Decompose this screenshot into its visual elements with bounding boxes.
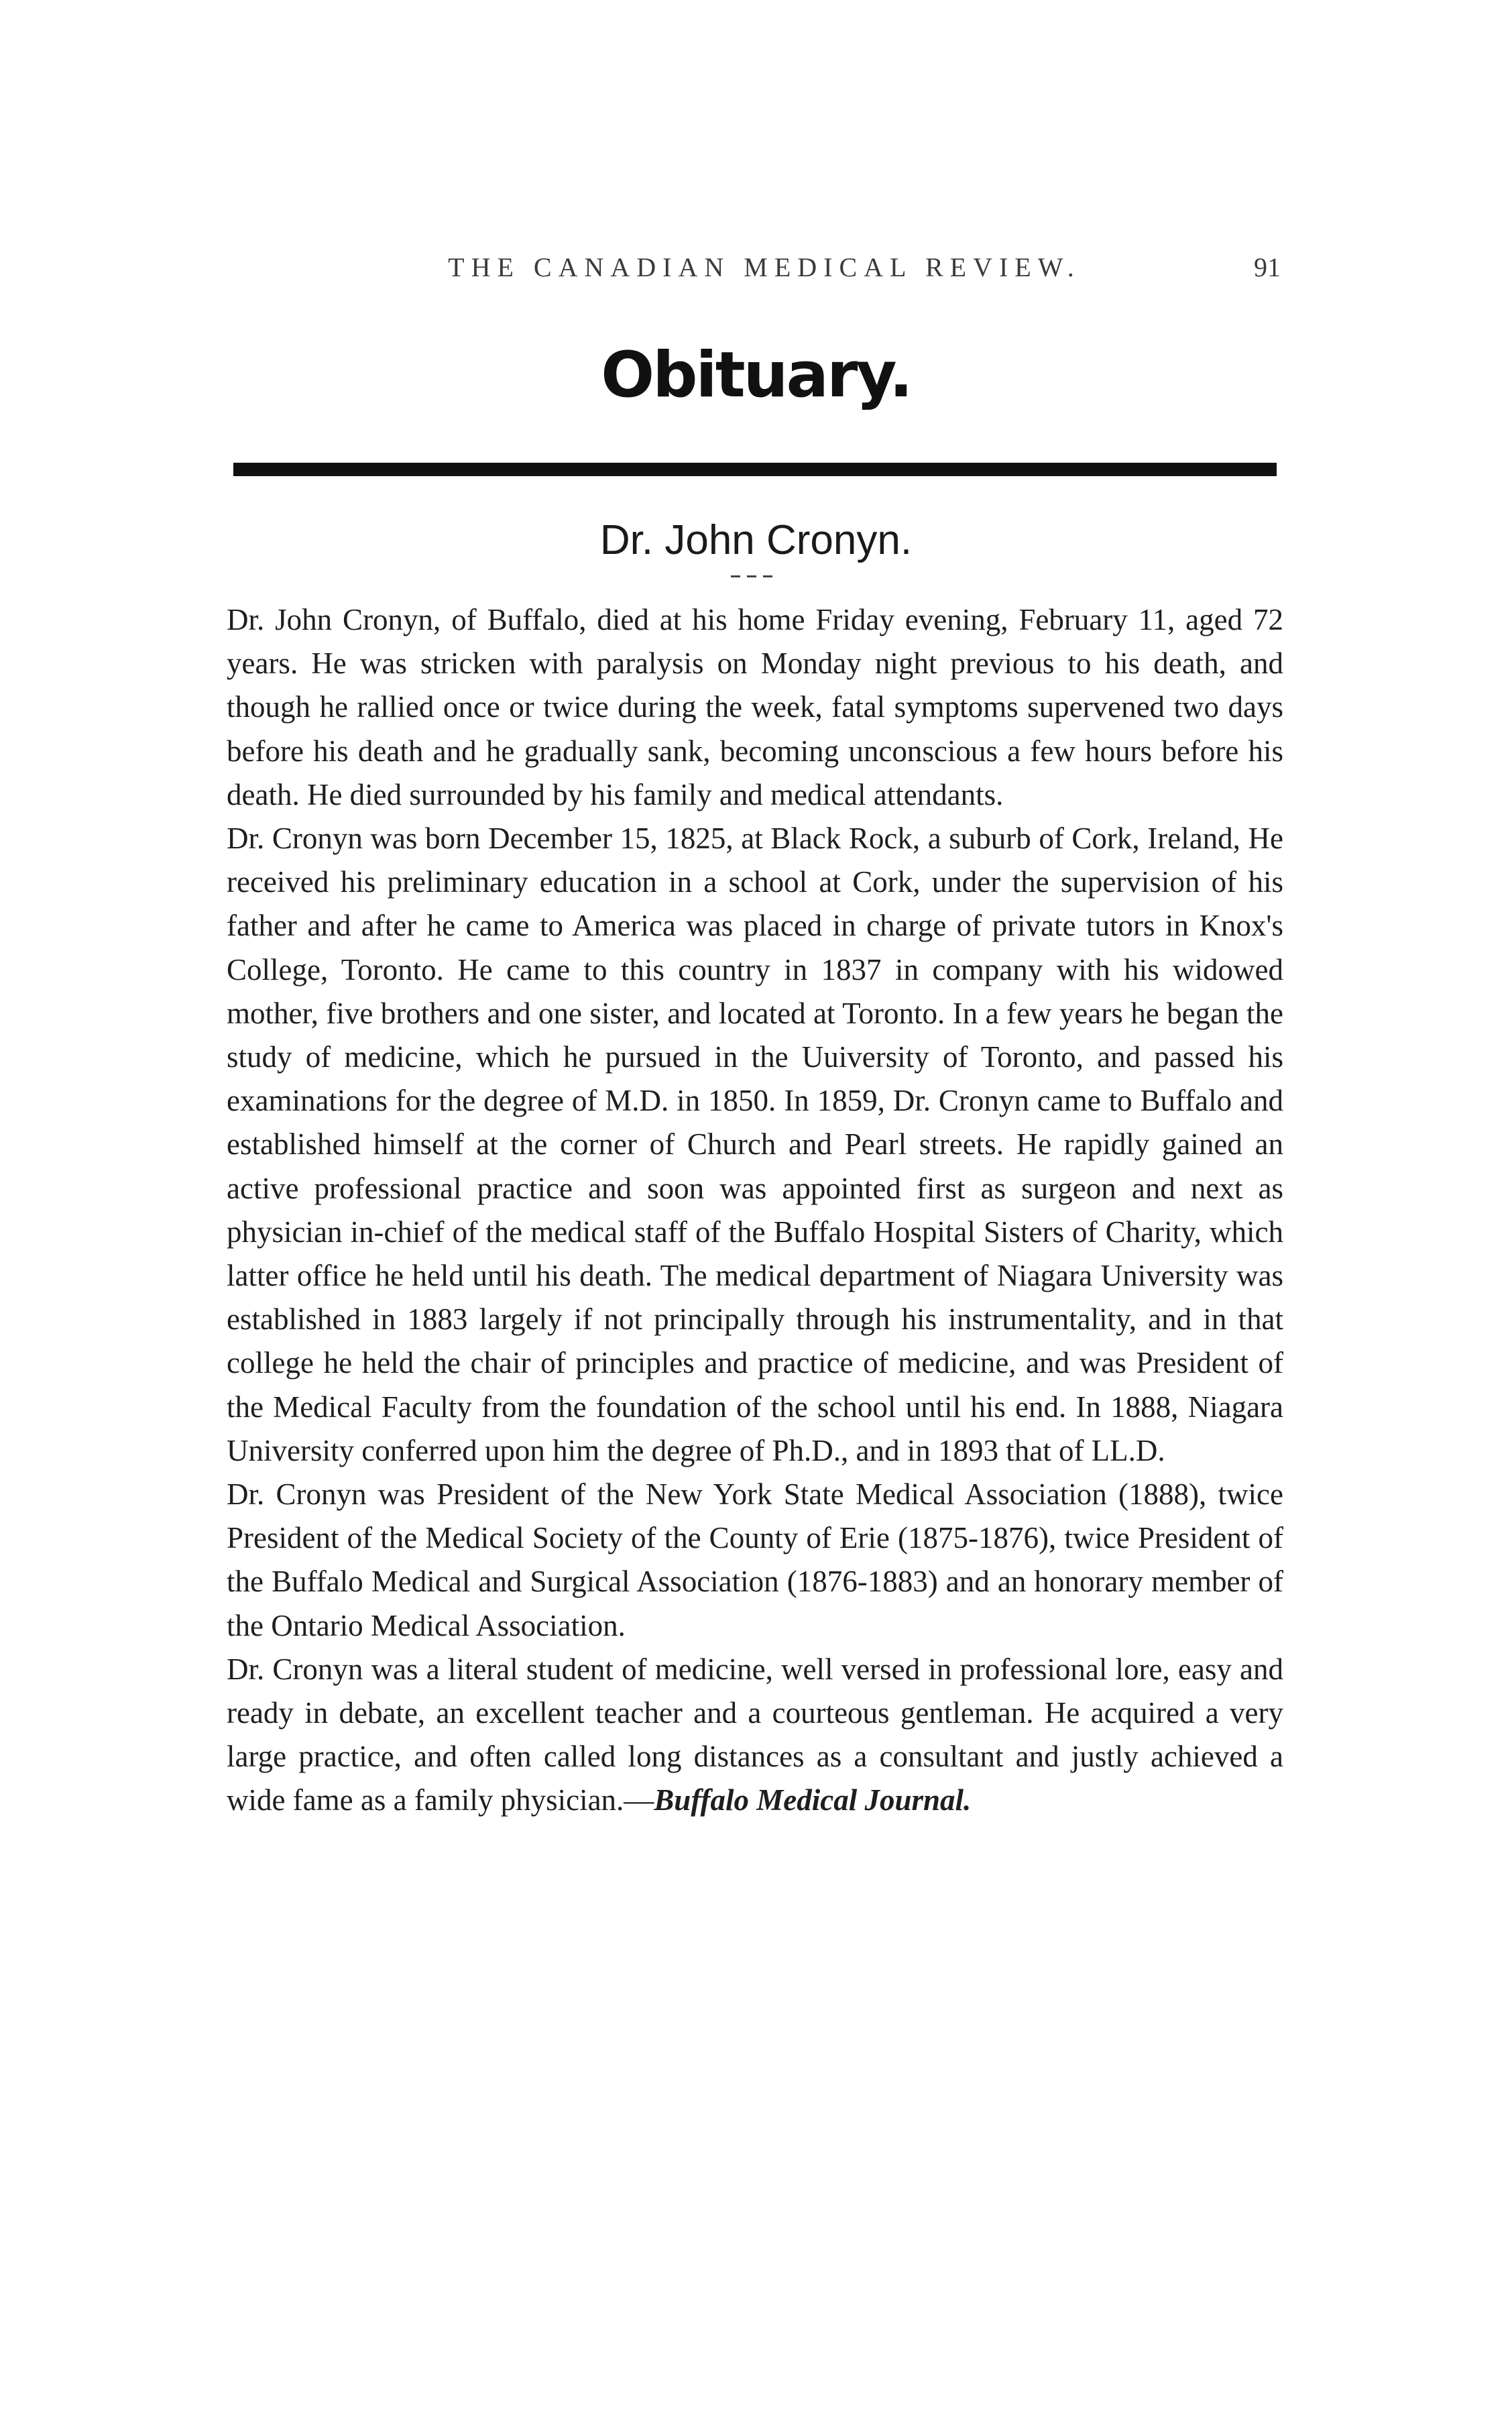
title-dash-divider	[731, 575, 778, 577]
article-title: Dr. John Cronyn.	[599, 517, 913, 563]
paragraph-2: Dr. Cronyn was born December 15, 1825, at Black Rock, a suburb of Cork, Ireland, He received his preliminary education in a school at Cork, under the supervision of his father and after he came to America was placed in charge of private tutors in Knox's College, Toronto. He came to this country in 1837 in company with his widowed mother, five brothers and one sister, and located at Toronto. In a few years he began the study of medicine, which he pursued in the Uuiversity of Toronto, and passed his examinations for the degree of M.D. in 1850. In 1859, Dr. Cronyn came to Buffalo and established himself at the corner of Church and Pearl streets. He rapidly gained an active professional practice and soon was appointed first as surgeon and next as physician in-chief of the medical staff of the Buffalo Hospital Sisters of Charity, which latter office he held until his death. The medical department of Niagara University was established in 1883 largely if not principally through his instrumentality, and in that college he held the chair of principles and practice of medicine, and was President of the Medical Faculty from the foundation of the school until his end. In 1888, Niagara University conferred upon him the degree of Ph.D., and in 1893 that of LL.D.	[227, 822, 1283, 1467]
paragraph-1: Dr. John Cronyn, of Buffalo, died at his home Friday evening, February 11, aged 72 years. He was stricken with paralysis on Monday night previous to his death, and though he rallied once or twice during the week, fatal symptoms supervened two days before his death and he gradually sank, becoming unconscious a few hours before his death. He died surrounded by his family and medical attendants.	[227, 603, 1283, 811]
article-body	[227, 598, 1283, 1823]
heading-rule	[233, 463, 1277, 476]
running-head	[268, 251, 1281, 292]
source-citation: Buffalo Medical Journal.	[654, 1783, 972, 1817]
paragraph-4-text: Dr. Cronyn was a literal student of medicine, well versed in professional lore, easy and ready in debate, an excellent teacher and a courteous gentleman. He acquired a very large practice, and often called long distances as a consultant and justly achieved a wide fame as a family physician.—	[227, 1652, 1283, 1817]
section-title: Obituary.	[601, 339, 911, 412]
paragraph-3: Dr. Cronyn was President of the New York State Medical Association (1888), twice President of the Medical Society of the County of Erie (1875-1876), twice President of the Buffalo Medical and Surgical Association (1876-1883) and an honorary member of the Ontario Medical Association.	[227, 1477, 1283, 1642]
paragraph-4	[227, 1648, 1283, 1823]
page-number: 91	[1254, 252, 1281, 282]
journal-title: THE CANADIAN MEDICAL REVIEW.	[448, 252, 1081, 282]
